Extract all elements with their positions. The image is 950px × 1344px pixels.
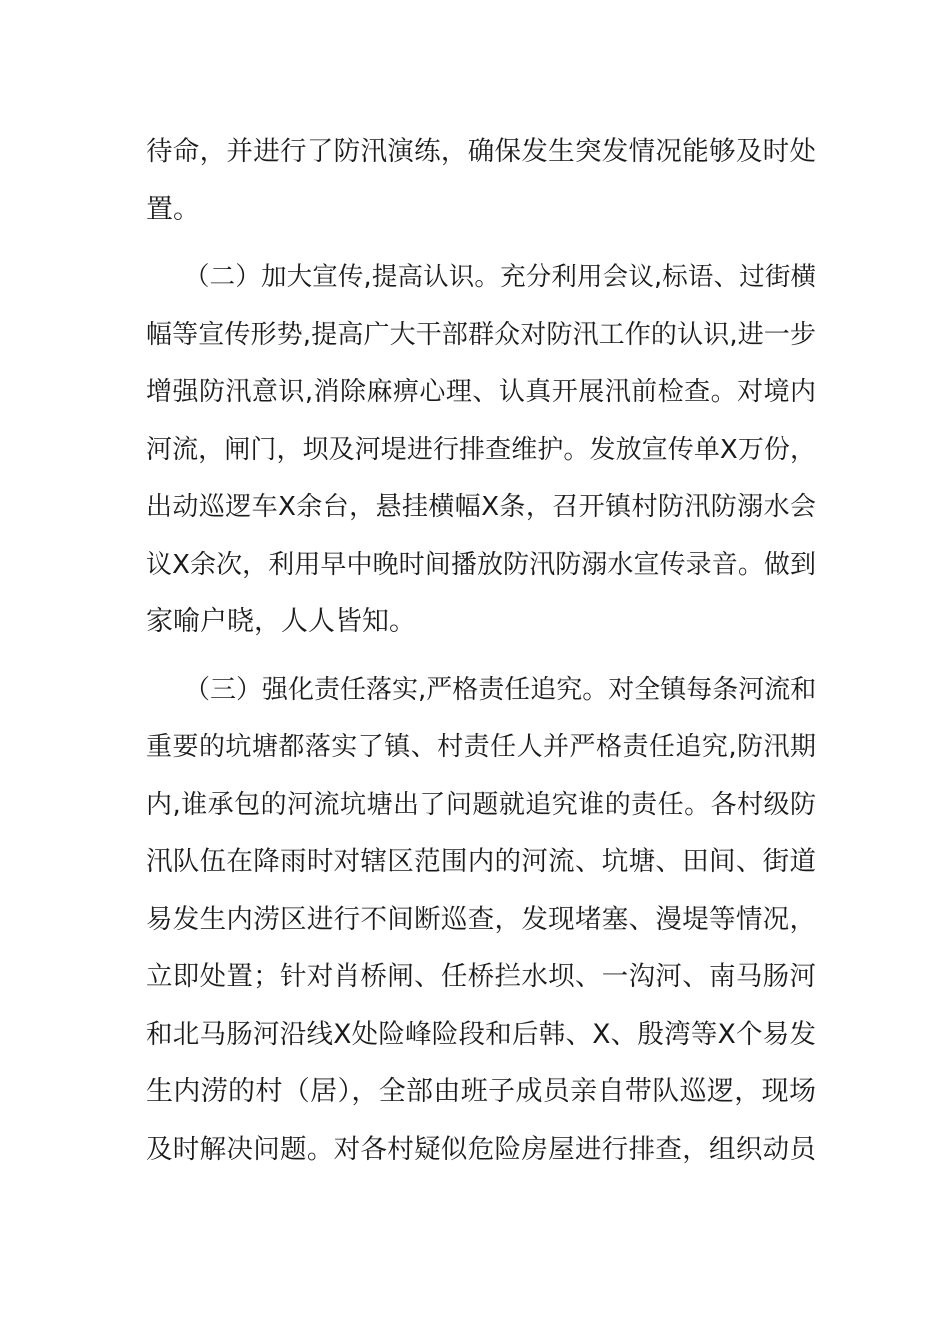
paragraph-line: 重要的坑塘都落实了镇、村责任人并严格责任追究,防汛期 <box>146 732 816 762</box>
paragraph-line: 和北马肠河沿线X处险峰险段和后韩、X、殷湾等X个易发 <box>146 1019 816 1050</box>
paragraph-line: 待命，并进行了防汛演练，确保发生突发情况能够及时处 <box>146 136 816 167</box>
paragraph-line: 及时解决问题。对各村疑似危险房屋进行排查，组织动员 <box>146 1134 816 1165</box>
section-heading-line: （三）强化责任落实,严格责任追究。对全镇每条河流和 <box>184 675 816 705</box>
paragraph-line: 出动巡逻车X余台，悬挂横幅X条，召开镇村防汛防溺水会 <box>146 492 816 522</box>
paragraph-line: 易发生内涝区进行不间断巡查，发现堵塞、漫堤等情况， <box>146 904 816 935</box>
paragraph-line: 议X余次，利用早中晚时间播放防汛防溺水宣传录音。做到 <box>146 550 816 580</box>
paragraph-line: 河流，闸门，坝及河堤进行排查维护。发放宣传单X万份， <box>146 435 816 465</box>
paragraph-line: 增强防汛意识,消除麻痹心理、认真开展汛前检查。对境内 <box>146 377 816 407</box>
paragraph-line: 内,谁承包的河流坑塘出了问题就追究谁的责任。各村级防 <box>146 790 816 820</box>
paragraph-line: 置。 <box>146 194 200 225</box>
paragraph-line: 汛队伍在降雨时对辖区范围内的河流、坑塘、田间、街道 <box>146 846 816 877</box>
paragraph-line: 生内涝的村（居），全部由班子成员亲自带队巡逻，现场 <box>146 1076 816 1107</box>
paragraph-line: 立即处置；针对肖桥闸、任桥拦水坝、一沟河、南马肠河 <box>146 961 816 992</box>
paragraph-line: 幅等宣传形势,提高广大干部群众对防汛工作的认识,进一步 <box>146 320 816 350</box>
paragraph-line: 家喻户晓，人人皆知。 <box>146 606 416 637</box>
section-heading-line: （二）加大宣传,提高认识。充分利用会议,标语、过街横 <box>184 262 816 292</box>
